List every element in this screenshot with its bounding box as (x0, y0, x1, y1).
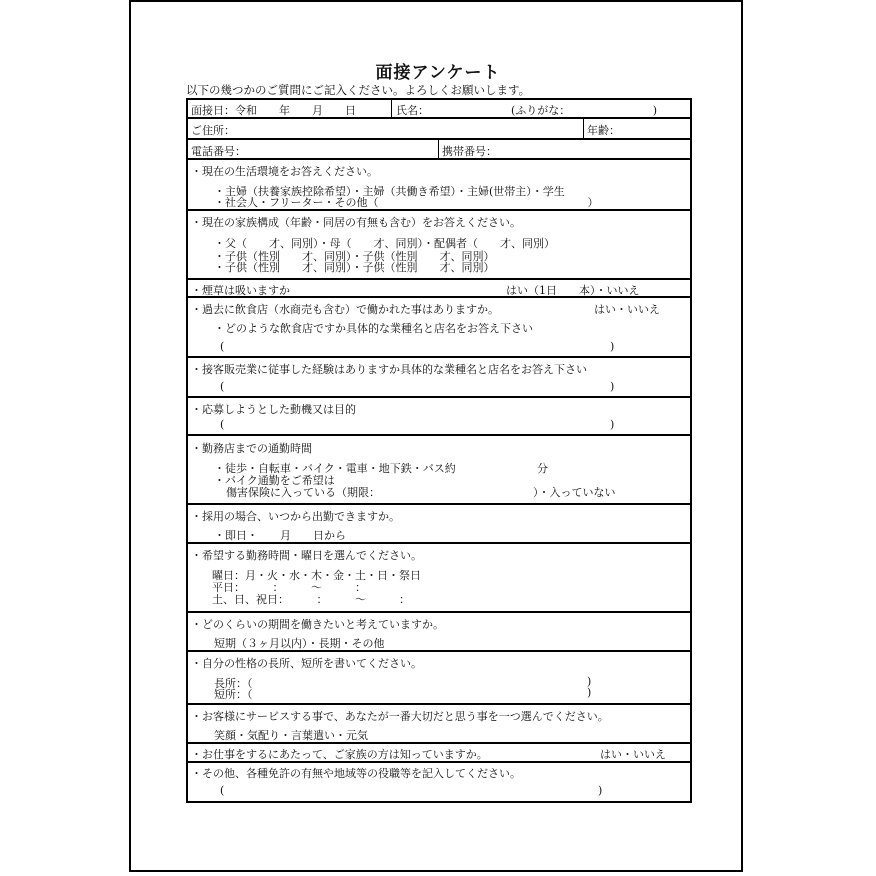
paren-close: ) (587, 675, 592, 688)
weaknesses-field[interactable]: 短所：（ (214, 688, 253, 701)
divider (391, 100, 392, 117)
answer-options[interactable]: ・父（ 才、同別）・母（ 才、同別）・配偶者（ 才、同別） (214, 237, 555, 250)
question-work-hours (188, 544, 690, 613)
paren-close: ) (598, 784, 603, 797)
row-phone (188, 140, 690, 160)
question-licenses (188, 763, 690, 803)
paren-open: ( (220, 784, 225, 797)
minutes-label: 分 (537, 462, 548, 475)
question-family-aware (188, 744, 690, 763)
question-label: ・過去に飲食店（水商売も含む）で働かれた事はありますか。 (191, 303, 499, 316)
answer-options[interactable]: 土、日、祝日： ： 〜 ： (212, 593, 410, 606)
question-personality (188, 652, 690, 705)
question-label: ・どのくらいの期間を働きたいと考えていますか。 (191, 618, 444, 631)
paren-open: ( (220, 418, 225, 431)
question-service-priority (188, 705, 690, 744)
question-start-date (188, 505, 690, 544)
form-title: 面接アンケート (375, 63, 501, 83)
question-motivation (188, 398, 690, 436)
question-sales-experience (188, 358, 690, 398)
row-date-name (188, 100, 690, 119)
paren-open: ( (220, 340, 225, 353)
question-label: ・自分の性格の長所、短所を書いてください。 (191, 657, 422, 670)
answer-options[interactable]: はい・いいえ (594, 303, 660, 316)
answer-options[interactable]: 笑顔・気配り・言葉遣い・元気 (214, 729, 368, 742)
paren-close: ) (610, 340, 615, 353)
row-address (188, 119, 690, 140)
answer-options[interactable]: ・子供（性別 才、同別）・子供（性別 才、同別） (214, 261, 495, 274)
questionnaire-table (186, 98, 692, 803)
answer-options[interactable]: ・社会人・フリーター・その他（ ） (214, 196, 599, 209)
question-label: ・現在の家族構成（年齢・同居の有無も含む）をお答えください。 (191, 216, 521, 229)
intro-text: 以下の幾つかのご質問にご記入ください。よろしくお願いします。 (186, 83, 531, 97)
answer-options[interactable]: 短期（３ヶ月以内）・長期・その他 (214, 637, 385, 650)
question-label: ・接客販売業に従事した経験はありますか具体的な業種名と店名をお答え下さい (191, 363, 587, 376)
answer-options[interactable]: はい・いいえ (600, 748, 666, 761)
question-label: ・応募しようとした動機又は目的 (191, 403, 356, 416)
question-duration (188, 613, 690, 652)
answer-options[interactable]: ・即日・ 月 日から (214, 529, 346, 542)
address-field[interactable]: ご住所： (191, 124, 235, 137)
answer-options[interactable]: 平日： ： 〜 ： (212, 581, 366, 594)
paren-close: ) (610, 418, 615, 431)
question-label: ・その他、各種免許の有無や地域等の役職等を記入してください。 (191, 767, 521, 780)
question-commute (188, 436, 690, 505)
question-family (188, 211, 690, 280)
strengths-field[interactable]: 長所：（ (214, 677, 253, 690)
question-restaurant-experience (188, 298, 690, 358)
question-label: ・採用の場合、いつから出勤できますか。 (191, 510, 400, 523)
answer-options[interactable]: 曜日：月・火・水・木・金・土・日・祭日 (212, 569, 421, 582)
answer-options[interactable]: はい（1日 本）・いいえ (506, 284, 640, 297)
interview-date-field[interactable]: 面接日：令和 年 月 日 (191, 104, 356, 117)
answer-options[interactable]: ・徒歩・自転車・バイク・電車・地下鉄・バス約 (214, 462, 456, 475)
divider (583, 119, 584, 138)
question-label: ・煙草は吸いますか (191, 284, 290, 297)
name-field[interactable]: 氏名： (396, 104, 429, 117)
divider (438, 140, 439, 158)
mobile-field[interactable]: 携帯番号： (442, 145, 497, 158)
question-label: ・勤務店までの通勤時間 (191, 442, 312, 455)
age-field[interactable]: 年齢： (587, 124, 620, 137)
paren-open: ( (220, 380, 225, 393)
question-label: ・希望する勤務時間・曜日を選んでください。 (191, 549, 422, 562)
paren-close: ) (610, 380, 615, 393)
answer-options[interactable]: ・バイク通勤をご希望は (214, 474, 335, 487)
question-label: ・お客様にサービスする事で、あなたが一番大切だと思う事を一つ選んでください。 (191, 710, 609, 723)
sub-question: ・どのような飲食店ですか具体的な業種名と店名をお答え下さい (214, 322, 533, 335)
question-living-environment (188, 160, 690, 211)
answer-options[interactable]: ）・入っていない (533, 486, 616, 499)
question-label: ・お仕事をするにあたって、ご家族の方は知っていますか。 (191, 748, 488, 761)
question-label: ・現在の生活環境をお答えください。 (191, 165, 378, 178)
answer-options[interactable]: 傷害保険に入っている（期限： (226, 486, 380, 499)
phone-field[interactable]: 電話番号： (191, 145, 246, 158)
paren-close: ) (587, 686, 592, 699)
question-smoking (188, 280, 690, 298)
answer-options[interactable]: ・主婦（扶養家族控除希望）・主婦（共働き希望）・主婦(世帯主）・学生 (214, 185, 565, 198)
furigana-field[interactable]: (ふりがな： ) (511, 104, 658, 117)
answer-options[interactable]: ・子供（性別 才、同別）・子供（性別 才、同別） (214, 250, 495, 263)
